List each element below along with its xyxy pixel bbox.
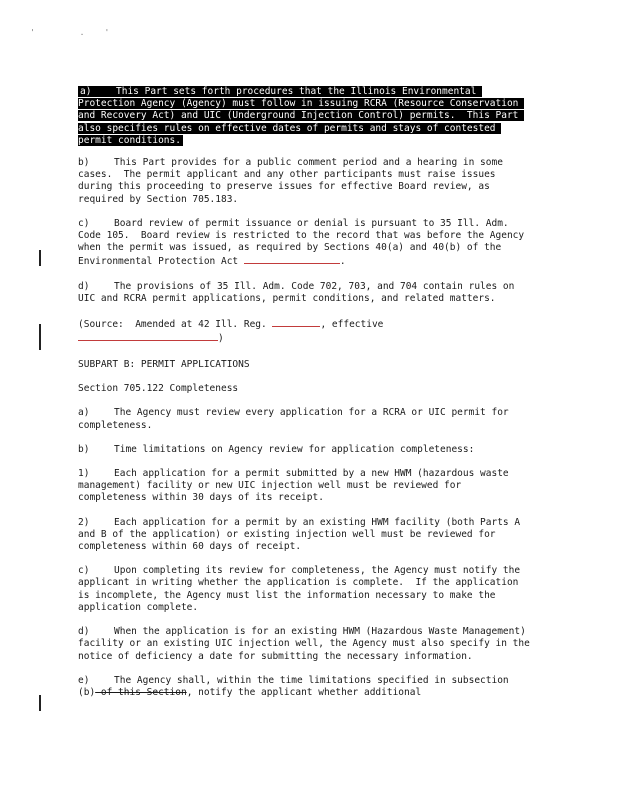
paragraph-text: Each application for a permit submitted by a new HWM (hazardous waste management) facility or new UIC injection well must be reviewed for completeness within 30 days of its receipt.: [78, 468, 515, 504]
source-effective: , effective: [320, 319, 384, 331]
source-close: ): [218, 333, 224, 345]
paragraph-text: Time limitations on Agency review for application completeness:: [114, 443, 475, 455]
change-bar: [39, 324, 41, 350]
source-note: [78, 317, 530, 345]
paragraph-text-end: .: [339, 256, 346, 268]
paragraph-text-end: , notify the applicant whether additional: [186, 686, 422, 698]
paragraph-label: c): [78, 217, 90, 229]
change-bar: [39, 695, 41, 711]
blank-register: [272, 317, 320, 327]
section-paragraph-c: [78, 565, 530, 614]
section-heading: Section 705.122 Completeness: [78, 383, 239, 395]
change-bar: [39, 250, 41, 266]
section-paragraph-a: [78, 407, 530, 431]
paragraph-text: The Agency must review every application for a RCRA or UIC permit for completeness.: [78, 407, 515, 431]
paragraph-label: d): [78, 280, 90, 292]
paragraph-c: [78, 218, 530, 269]
paragraph-label: b): [78, 443, 90, 455]
paragraph-label: d): [78, 626, 90, 638]
paragraph-text: Each application for a permit by an existing HWM facility (both Parts A and B of the application) or existing injection well must be reviewed for completeness within 60 days of receipt.: [78, 516, 526, 553]
paragraph-label: c): [78, 565, 90, 577]
paragraph-text: The Agency shall, within the time limitations specified in subsection (b): [78, 674, 515, 698]
paragraph-text: This Part provides for a public comment period and a hearing in some cases. The permit applicant and any other participants must raise issues during this proceeding to preserve issues for effective Board review, as required by Section 705.183.: [78, 157, 509, 205]
paragraph-label: a): [80, 86, 92, 97]
section-paragraph-d: [78, 626, 536, 663]
section-paragraph-1: [78, 468, 530, 505]
paragraph-text: Board review of permit issuance or denial is pursuant to 35 Ill. Adm. Code 105. Board review is restricted to the record that was before the Agency when the permit was issued, as required by Sections 40(a) and 40(b) of the Environmental Protection Act: [78, 217, 530, 268]
scan-marks: ' .': [30, 28, 130, 37]
paragraph-text: The provisions of 35 Ill. Adm. Code 702, 703, and 704 contain rules on UIC and RCRA permit applications, permit conditions, and related matters.: [78, 280, 521, 304]
paragraph-label: a): [78, 407, 90, 419]
paragraph-b: [78, 157, 530, 206]
subpart-heading: SUBPART B: PERMIT APPLICATIONS: [78, 359, 250, 371]
paragraph-label: 2): [78, 516, 90, 528]
paragraph-label: 1): [78, 468, 90, 480]
paragraph-text: This Part sets forth procedures that the Illinois Environmental Protection Agency (Agency) must follow in issuing RCRA (Resource Conservation and Recovery Act) and UIC (Underground Injection Control) permits. This Part also specifies rules on effective dates of permits and stays of contested permit conditions.: [78, 86, 525, 146]
source-text: (Source: Amended at 42 Ill. Reg.: [78, 319, 273, 331]
paragraph-text: Upon completing its review for completeness, the Agency must notify the applicant in writing whether the application is complete. If the application is incomplete, the Agency must list the information necessary to make the application complete.: [78, 565, 526, 613]
section-paragraph-e: [78, 675, 530, 699]
struck-text: of this Section: [95, 686, 187, 698]
paragraph-d: [78, 281, 530, 305]
paragraph-a: [78, 86, 530, 147]
section-paragraph-b: [78, 444, 530, 456]
document-body: [78, 86, 536, 711]
paragraph-label: b): [78, 157, 90, 169]
paragraph-label: e): [78, 674, 90, 686]
paragraph-text: When the application is for an existing HWM (Hazardous Waste Management) facility or an existing UIC injection well, the Agency must also specify in the notice of deficiency a date for submitting the necessary information.: [78, 626, 536, 662]
section-paragraph-2: [78, 517, 530, 554]
blank-effective-date: [78, 331, 218, 341]
blank-citation: [244, 254, 340, 264]
